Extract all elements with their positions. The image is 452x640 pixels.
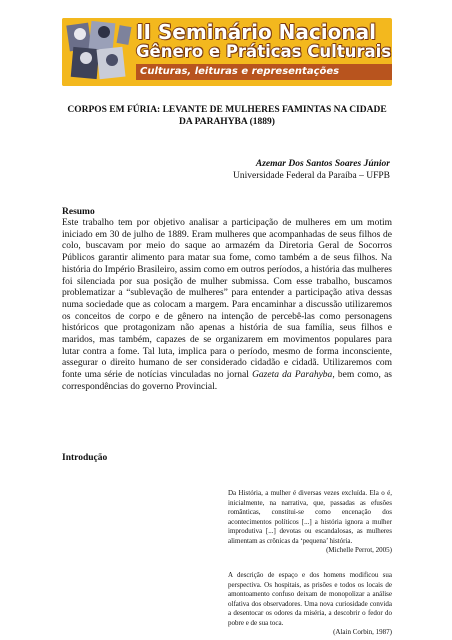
seminar-banner <box>62 18 392 86</box>
seminar-subtitle: Gênero e Práticas Culturais <box>136 42 392 61</box>
abstract-heading: Resumo <box>62 207 95 217</box>
epigraph-quote-2: A descrição de espaço e dos homens modificou sua perspectiva. Os hospitais, as prisões e todos os locais de amontoamento confuso deixam de monopolizar a análise olfativa dos observadores. Uma nova curiosidade convida a desentocar os odores da miséria, a descobrir o fedor do pobre e de sua toca. <box>228 571 392 627</box>
epigraph-source-1: (Michelle Perrot, 2005) <box>326 546 392 554</box>
paper-title-line2: DA PARAHYBA (1889) <box>179 117 275 127</box>
seminar-tagline: Culturas, leituras e representações <box>136 64 392 80</box>
introduction-heading: Introdução <box>62 453 108 463</box>
author-affiliation: Universidade Federal da Paraíba – UFPB <box>233 171 390 181</box>
author-name: Azemar Dos Santos Soares Júnior <box>255 159 390 169</box>
abstract-text-part2: , bem como, as correspondências do governo Provincial. <box>62 370 392 392</box>
abstract-text <box>62 218 392 394</box>
newspaper-name: Gazeta da Parahyba <box>252 370 333 381</box>
collage-figures-art <box>62 18 134 86</box>
paper-title-line1: CORPOS EM FÚRIA: LEVANTE DE MULHERES FAMINTAS NA CIDADE <box>67 105 387 115</box>
epigraph-source-2: (Alain Corbin, 1987) <box>333 628 392 636</box>
abstract-text-part1: Este trabalho tem por objetivo analisar a participação de mulheres em um motim iniciado em 30 de julho de 1889. Eram mulheres que acompanhadas de seus filhos de colo, buscavam por meio do saque ao armazém da Diretoria Geral de Socorros Públicos garantir alimento para matar sua fome, como também a de seus filhos. Na história do Império Brasileiro, assim como em outros períodos, a história das mulheres foi silenciada por sua posição de mulher submissa. Com esse trabalho, buscamos problematizar a “sublevação de mulheres” para entender a participação ativa dessas numa sociedade que as colocam a margem. Para encaminhar a discussão utilizaremos os conceitos de corpo e de gênero na intenção de percebê-las como personagens históricos que protagonizam não apenas a história de sua família, seus filhos e maridos, mas também, capazes de se organizarem em movimentos populares para lutar contra a fome. Tal luta, implica para o período, mesmo de forma inconsciente, assegurar o direito humano de ser considerado cidadão e cidadã. Utilizaremos com fonte uma série de notícias vinculadas no jornal <box>62 218 392 381</box>
author-block <box>233 158 390 182</box>
epigraph-quote-1: Da História, a mulher é diversas vezes excluída. Ela o é, inicialmente, na narrativa, que, passadas as efusões românticas, constitui-se como encenação dos acontecimentos políticos [...] a história ignora a mulher improdutiva [...] devotas ou escandalosas, as mulheres alimentam as crônicas da ‘pequena’ história. <box>228 489 392 545</box>
paper-title <box>62 104 392 128</box>
seminar-title: II Seminário Nacional <box>136 20 376 44</box>
